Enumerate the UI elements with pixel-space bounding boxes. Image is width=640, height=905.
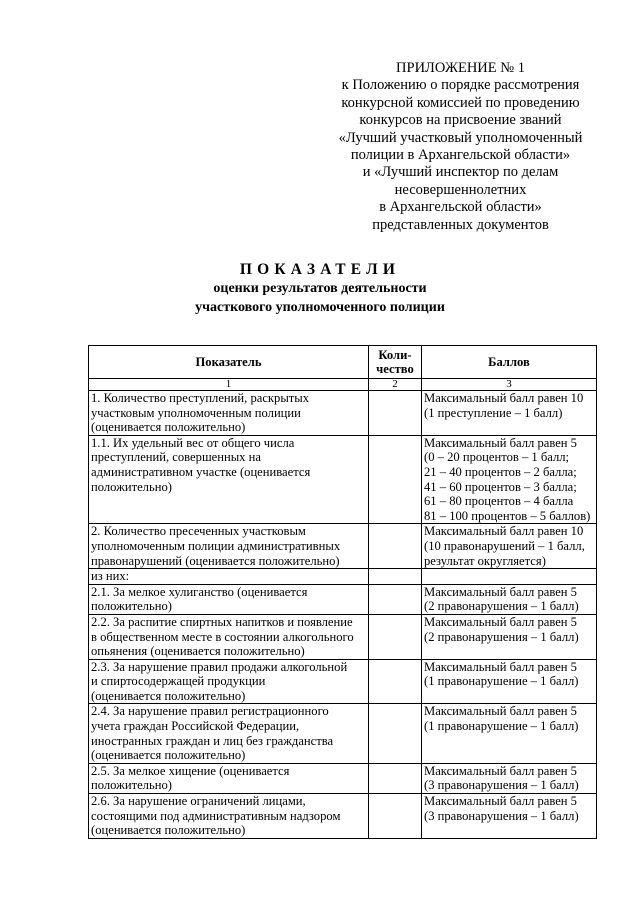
- indicator-cell: [89, 763, 369, 793]
- appendix-line: к Положению о порядке рассмотрения: [341, 77, 580, 94]
- count-cell: [369, 659, 422, 704]
- count-cell: [369, 704, 422, 763]
- table-row: [89, 704, 597, 763]
- header-points: Баллов: [422, 346, 597, 379]
- cell-text-line: участковым уполномоченным полиции: [91, 405, 301, 420]
- indicator-cell: [89, 569, 369, 585]
- indicator-cell: [89, 391, 369, 436]
- cell-text-line: 2.6. За нарушение ограничений лицами,: [91, 794, 306, 809]
- indicator-cell: [89, 704, 369, 763]
- points-cell: [422, 569, 597, 585]
- table-row: [89, 524, 597, 569]
- points-cell: [422, 524, 597, 569]
- table-row: [89, 794, 597, 839]
- cell-text-line: Максимальный балл равен 5: [424, 584, 577, 599]
- appendix-line: конкурсов на присвоение званий: [359, 112, 562, 129]
- cell-text-line: 2.2. За распитие спиртных напитков и появление: [91, 614, 353, 629]
- cell-text-line: (10 правонарушений – 1 балл,: [424, 538, 585, 553]
- count-cell: [369, 584, 422, 614]
- cell-text-line: опьянения (оценивается положительно): [91, 644, 305, 659]
- document-subtitle-2: участкового уполномоченного полиции: [195, 300, 445, 315]
- cell-text-line: Максимальный балл равен 10: [424, 524, 584, 539]
- cell-text-line: и спиртосодержащей продукции: [91, 674, 266, 689]
- indicator-cell: [89, 524, 369, 569]
- column-number: 2: [369, 379, 422, 391]
- cell-text-line: (2 правонарушения – 1 балл): [424, 599, 579, 614]
- appendix-header: [318, 60, 603, 234]
- cell-text-line: 61 – 80 процентов – 4 балла: [424, 494, 574, 509]
- count-cell: [369, 763, 422, 793]
- cell-text-line: (оценивается положительно): [91, 420, 246, 435]
- cell-text-line: правонарушений (оценивается положительно): [91, 553, 340, 568]
- cell-text-line: 2.5. За мелкое хищение (оценивается: [91, 763, 290, 778]
- indicator-cell: [89, 794, 369, 839]
- count-cell: [369, 794, 422, 839]
- cell-text-line: результат округляется): [424, 553, 546, 568]
- indicators-table: [88, 345, 597, 839]
- cell-text-line: административном участке (оценивается: [91, 464, 311, 479]
- points-cell: [422, 794, 597, 839]
- cell-text-line: (оценивается положительно): [91, 748, 246, 763]
- table-row: [89, 391, 597, 436]
- cell-text-line: Максимальный балл равен 5: [424, 614, 577, 629]
- cell-text-line: (1 преступление – 1 балл): [424, 405, 563, 420]
- count-cell: [369, 391, 422, 436]
- appendix-number: ПРИЛОЖЕНИЕ № 1: [396, 60, 525, 76]
- table-header-row: [89, 346, 597, 379]
- cell-text-line: иностранных граждан и лиц без гражданства: [91, 733, 334, 748]
- points-cell: [422, 704, 597, 763]
- table-row: [89, 763, 597, 793]
- count-cell: [369, 524, 422, 569]
- cell-text-line: Максимальный балл равен 5: [424, 704, 577, 719]
- cell-text-line: положительно): [91, 599, 172, 614]
- header-count: [369, 346, 422, 379]
- cell-text-line: (0 – 20 процентов – 1 балл;: [424, 450, 570, 465]
- table-row: [89, 659, 597, 704]
- cell-text-line: 2. Количество пресеченных участковым: [91, 524, 306, 539]
- points-cell: [422, 584, 597, 614]
- cell-text-line: 41 – 60 процентов – 3 балла;: [424, 479, 577, 494]
- cell-text-line: (3 правонарушения – 1 балл): [424, 778, 579, 793]
- cell-text-line: 1. Количество преступлений, раскрытых: [91, 391, 310, 405]
- cell-text-line: 2.1. За мелкое хулиганство (оценивается: [91, 584, 308, 599]
- cell-text-line: положительно): [91, 479, 172, 494]
- table-row: [89, 569, 597, 585]
- appendix-line: в Архангельской области»: [379, 199, 542, 216]
- cell-text-line: Максимальный балл равен 10: [424, 391, 584, 405]
- points-cell: [422, 391, 597, 436]
- points-cell: [422, 763, 597, 793]
- appendix-line: «Лучший участковый уполномоченный: [338, 129, 583, 146]
- cell-text-line: (оценивается положительно): [91, 688, 246, 703]
- indicator-cell: [89, 659, 369, 704]
- count-cell: [369, 614, 422, 659]
- document-title: ПОКАЗАТЕЛИ: [239, 261, 401, 278]
- appendix-line: полиции в Архангельской области»: [350, 147, 571, 164]
- table-row: [89, 614, 597, 659]
- cell-text-line: Максимальный балл равен 5: [424, 435, 577, 450]
- count-cell: [369, 435, 422, 524]
- cell-text-line: 2.3. За нарушение правил продажи алкогольной: [91, 659, 348, 674]
- cell-text-line: учета граждан Российской Федерации,: [91, 719, 300, 734]
- cell-text-line: 21 – 40 процентов – 2 балла;: [424, 464, 577, 479]
- cell-text-line: в общественном месте в состоянии алкогольного: [91, 629, 354, 644]
- table-row: [89, 584, 597, 614]
- count-cell: [369, 569, 422, 585]
- header-count-line: Коли-: [378, 348, 412, 362]
- cell-text-line: Максимальный балл равен 5: [424, 659, 577, 674]
- indicator-cell: [89, 614, 369, 659]
- column-numbers-row: [89, 379, 597, 391]
- appendix-line: и «Лучший инспектор по делам: [362, 164, 559, 181]
- indicator-cell: [89, 435, 369, 524]
- table-row: [89, 435, 597, 524]
- cell-text-line: Максимальный балл равен 5: [424, 763, 577, 778]
- indicator-cell: [89, 584, 369, 614]
- cell-text-line: состоящими под административным надзором: [91, 808, 341, 823]
- cell-text-line: Максимальный балл равен 5: [424, 794, 577, 809]
- cell-text-line: (оценивается положительно): [91, 823, 246, 838]
- header-count-line: чество: [376, 362, 414, 376]
- document-subtitle: оценки результатов деятельности: [213, 281, 427, 296]
- appendix-line: конкурсной комиссией по проведению: [341, 94, 580, 111]
- points-cell: [422, 659, 597, 704]
- column-number: 1: [89, 379, 369, 391]
- cell-text-line: положительно): [91, 778, 172, 793]
- cell-text-line: (1 правонарушение – 1 балл): [424, 674, 579, 689]
- cell-text-line: (1 правонарушение – 1 балл): [424, 719, 579, 734]
- column-number: 3: [422, 379, 597, 391]
- cell-text-line: из них:: [91, 569, 130, 584]
- cell-text-line: уполномоченным полиции административных: [91, 538, 341, 553]
- cell-text-line: (2 правонарушения – 1 балл): [424, 629, 579, 644]
- cell-text-line: 2.4. За нарушение правил регистрационного: [91, 704, 329, 719]
- cell-text-line: (3 правонарушения – 1 балл): [424, 808, 579, 823]
- appendix-line: несовершеннолетних: [394, 181, 527, 198]
- cell-text-line: 81 – 100 процентов – 5 баллов): [424, 508, 591, 523]
- cell-text-line: преступлений, совершенных на: [91, 450, 261, 465]
- points-cell: [422, 435, 597, 524]
- cell-text-line: 1.1. Их удельный вес от общего числа: [91, 435, 295, 450]
- appendix-line: представленных документов: [372, 216, 549, 233]
- points-cell: [422, 614, 597, 659]
- header-indicator: Показатель: [89, 346, 369, 379]
